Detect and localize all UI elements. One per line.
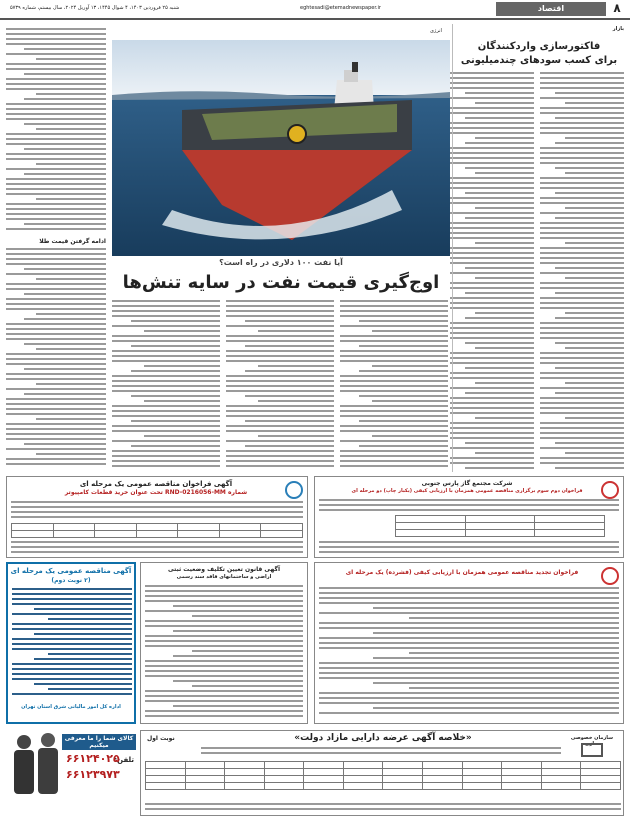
page-header xyxy=(0,0,630,20)
left-column-body-bottom xyxy=(6,248,106,470)
ad-renewed-tender xyxy=(314,562,624,724)
ad-rnd-tender xyxy=(6,476,308,558)
ad-bottom-intro xyxy=(201,747,561,757)
ad-bottom-title: «خلاصه آگهی عرضه دارایی مازاد دولت» xyxy=(294,733,472,743)
ad-fuel-org: اداره کل امور مالیاتی شرق استان تهران xyxy=(21,704,121,710)
oil-tanker-image xyxy=(112,40,450,256)
ad-pars-footer xyxy=(319,541,619,557)
ad-pars-gas-tender xyxy=(314,476,624,558)
right-title-line-2: برای کسب سودهای چندمیلیونی xyxy=(460,55,618,66)
section-label: اقتصاد xyxy=(496,2,606,16)
ad-fuel-title-2: (۲ نوبت دوم) xyxy=(51,577,91,584)
main-article-col-2 xyxy=(226,300,334,470)
ad-rnd-table xyxy=(11,523,303,538)
site-email: eghtesadi@etemadnewspaper.ir xyxy=(300,5,381,11)
article-kicker: آیا نفت ۱۰۰ دلاری در راه است؟ xyxy=(219,258,343,267)
ad-fuel-body xyxy=(12,588,132,700)
ad-rnd-body xyxy=(11,501,303,521)
right-article-body-col-1 xyxy=(540,72,624,470)
ad-pars-table xyxy=(395,515,605,537)
phone-number-2: ۶۶۱۲۳۹۷۳ xyxy=(66,768,120,781)
right-article-body-col-2 xyxy=(450,72,534,470)
phone-number-1: ۶۶۱۲۴۰۲۵ xyxy=(66,752,120,765)
ad-bottom-table xyxy=(145,761,621,790)
right-article-title xyxy=(454,40,624,68)
ad-renew-logo xyxy=(601,567,619,585)
ad-renew-title: فراخوان تجدید مناقصه عمومی همزمان با ارزیابی کیفی (فشرده) یک مرحله ای xyxy=(345,569,579,576)
ad-bottom-org: سازمان خصوصی سازی xyxy=(570,735,614,747)
ad-bottom-round: نوبت اول xyxy=(147,735,175,742)
ad-pars-logo xyxy=(601,481,619,499)
left-subhead: ادامه گرفتن قیمت طلا xyxy=(39,238,106,245)
ad-fuel-title-1: آگهی مناقصه عمومی یک مرحله ای xyxy=(10,567,132,575)
ad-rnd-logo xyxy=(285,481,303,499)
ad-tax-office-tender xyxy=(6,562,136,724)
main-article-col-3 xyxy=(112,300,220,470)
ad-bottom-footer xyxy=(145,803,621,815)
ad-rnd-title-1: آگهی فراخوان مناقصه عمومی یک مرحله ای xyxy=(79,480,233,488)
ad-surplus-assets xyxy=(140,730,624,816)
section-tag-bazar: بازار xyxy=(612,26,624,32)
column-divider xyxy=(452,24,453,472)
business-people-icon xyxy=(6,730,66,814)
phone-ad-caption: کالای شما را ما معرفی میکنیم xyxy=(62,734,136,750)
dateline: شنبه ۲۵ فروردین ۱۴۰۳، ۴ شوال ۱۴۴۵، ۱۳ آوریل ۲۰۲۴، سال بیستم، شماره ۵۷۳۹ xyxy=(10,5,180,11)
ad-pars-body xyxy=(319,499,619,513)
ad-pars-title-2: فراخوان دوم سوم برگزاری مناقصه عمومی همزمان با ارزیابی کیفی (یکبار چاپ) دو مرحله ای xyxy=(351,488,583,494)
ad-renew-body xyxy=(319,587,619,719)
article-headline: اوج‌گیری قیمت نفت در سایه تنش‌ها xyxy=(122,272,440,293)
ad-rnd-footer xyxy=(11,541,303,557)
ad-pars-title-1: شرکت مجتمع گاز پارس جنوبی xyxy=(421,480,513,487)
left-column-body-top xyxy=(6,28,106,233)
privatization-logo xyxy=(581,743,603,757)
main-article-col-1 xyxy=(340,300,448,470)
ad-law-title-2: اراضی و ساختمانهای فاقد سند رسمی xyxy=(176,574,272,580)
tanker-photo xyxy=(112,40,450,256)
page-number: ۸ xyxy=(613,1,621,15)
phone-ad-label: تلفن: xyxy=(114,756,134,764)
ad-phone-contact xyxy=(6,730,136,816)
ad-law-body xyxy=(145,585,303,721)
section-tag-energy: انرژی xyxy=(430,28,442,34)
ad-law-title-1: آگهی قانون تعیین تکلیف وضعیت ثبتی xyxy=(168,566,280,573)
ad-land-registration-notice xyxy=(140,562,308,724)
right-title-line-1: فاکتورسازی واردکنندگان xyxy=(477,41,601,52)
ad-rnd-title-2: شماره RND-0216056-MM تحت عنوان خرید قطعات کامپیوتر xyxy=(64,489,248,496)
